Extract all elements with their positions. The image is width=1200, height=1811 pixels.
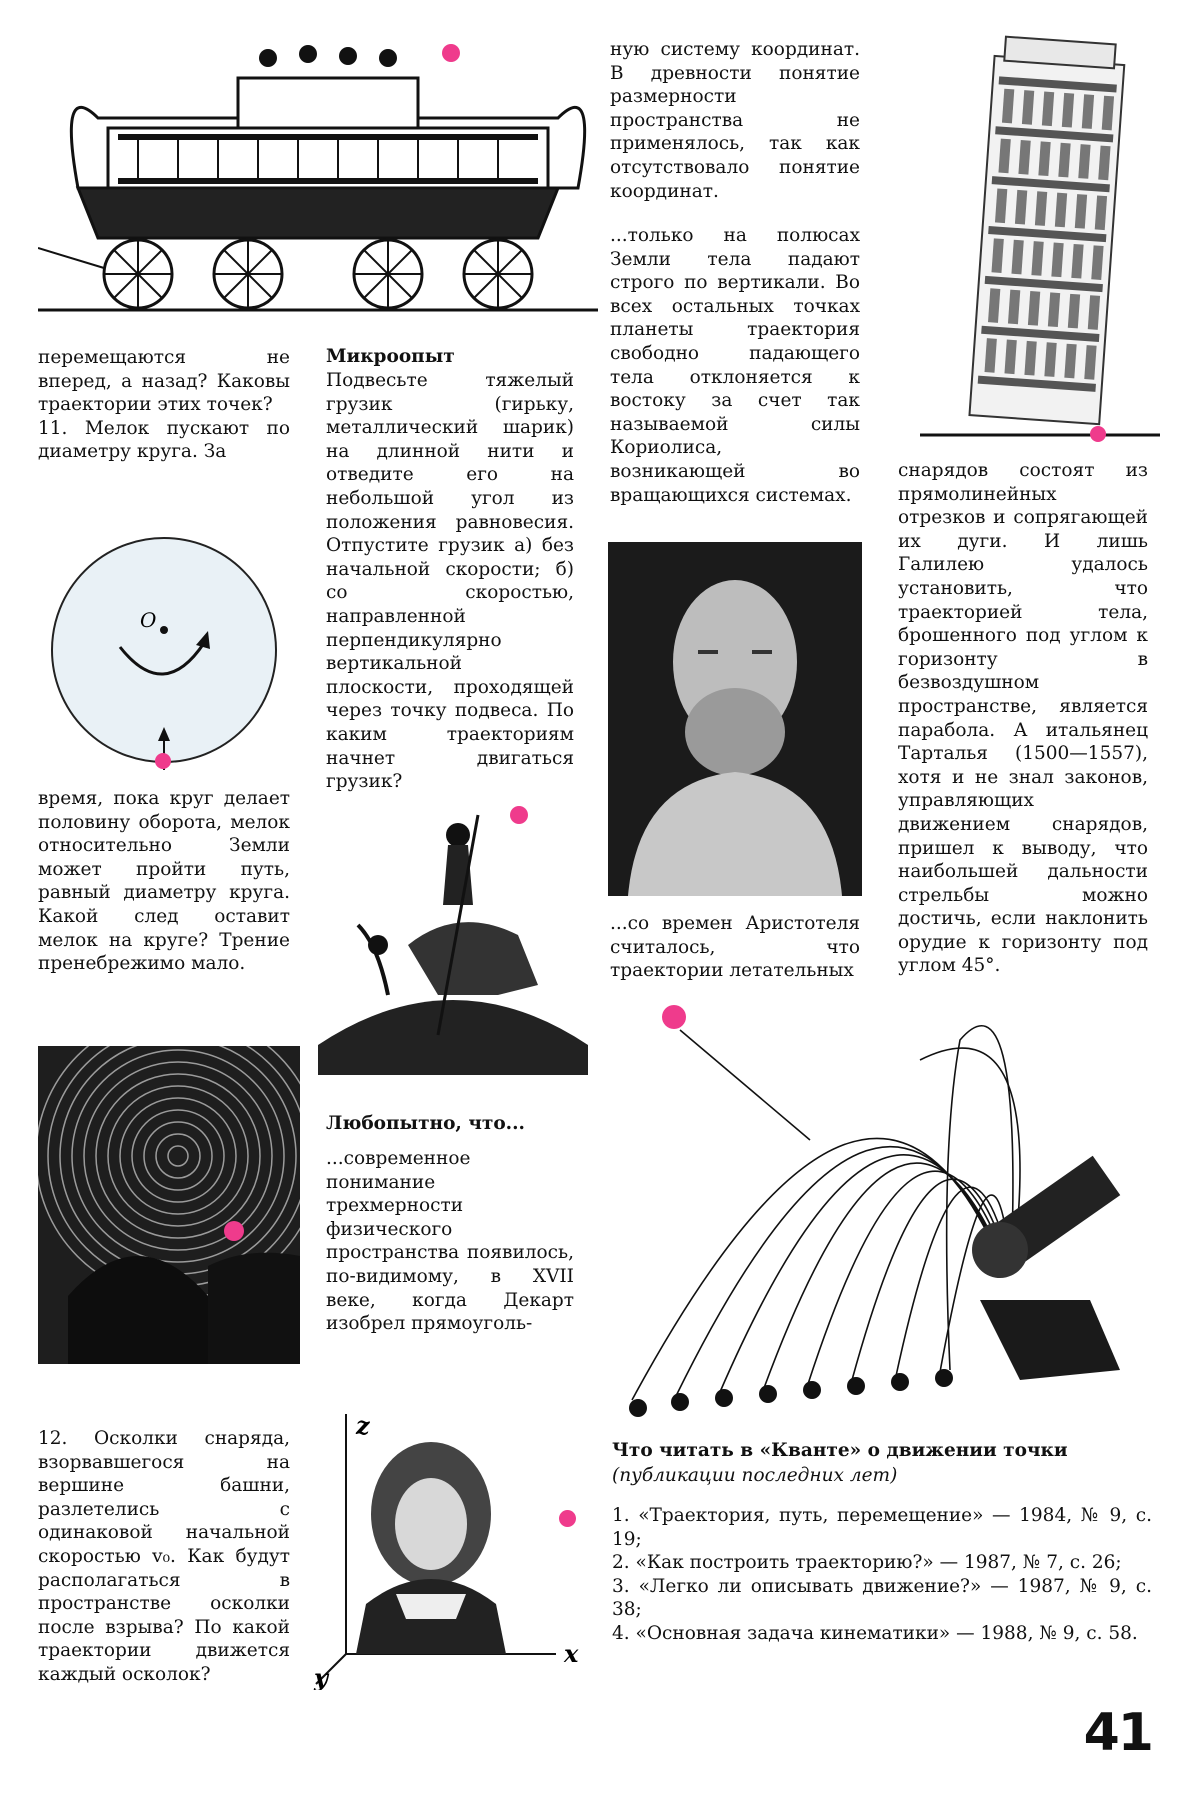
- page-number: 41: [1083, 1703, 1152, 1763]
- col1-paragraph-1: перемещаются не вперед, а назад? Каковы траектории этих точек? 11. Мелок пускают по диаметру круга. За: [38, 347, 290, 463]
- leaning-tower-illustration: [920, 30, 1160, 440]
- col3-continuation: ную систему координат. В древности понятие размерности пространства не применялось, так как отсутствовало понятие координат.: [610, 39, 860, 202]
- col3-aristotle: ...со времен Аристотеля считалось, что траектории летательных: [610, 913, 860, 982]
- accent-dot: [442, 44, 460, 62]
- aristotle-bust-photo: [608, 542, 862, 896]
- axis-label-z: z: [356, 1411, 370, 1440]
- carriage-illustration: [38, 38, 598, 318]
- descartes-coordinate-illustration: [306, 1404, 596, 1690]
- accent-dot: [155, 753, 171, 769]
- horse-rider-illustration: [318, 795, 588, 1075]
- microexperiment-title: Микроопыт: [326, 346, 455, 367]
- col3-poles: ...только на полюсах Земли тела падают строго по вертикали. Во всех остальных точках планеты траектория свободно падающего тела отклоняется к востоку за счет так называемой силы Кориолиса, возникающей во вращающихся системах.: [610, 225, 860, 506]
- col4-continuation: снарядов состоят из прямолинейных отрезков и сопрягающей их дуги. И лишь Галилею удалось установить, что траекторией тела, брошенного под углом к горизонту в безвоздушном пространстве, является парабола. А итальянец Тарталья (1500—1557), хотя и не знал законов, управляющих движением снарядов, пришел к выводу, что наибольшей дальности стрельбы можно достичь, если наклонить орудие к горизонту под углом 45°.: [898, 460, 1148, 977]
- tartaglia-trajectories-illustration: [620, 1000, 1160, 1420]
- list-item: 4. «Основная задача кинематики» — 1988, № 9, с. 58.: [612, 1622, 1138, 1644]
- accent-dot: [559, 1510, 576, 1527]
- star-trails-photo: [38, 1046, 300, 1364]
- microexperiment-text: Подвесьте тяжелый грузик (гирьку, металлический шарик) на длинной нити и отведите его на небольшой угол из положения равновесия. Отпустите грузик а) без начальной скорости; б) со скоростью, направленной перпендикулярно вертикальной плоскости, проходящей через точку подвеса. По каким траекториям начнет двигаться грузик?: [326, 370, 574, 793]
- curious-title: Любопытно, что...: [326, 1113, 525, 1134]
- list-item: 1. «Траектория, путь, перемещение» — 1984, № 9, с. 19;: [612, 1505, 1152, 1550]
- question-12: 12. Осколки снаряда, взорвавшегося на вершине башни, разлетелись с одинаковой начальной скоростью v₀. Как будут располагаться в пространстве осколки после взрыва? По какой траектории движется каждый осколок?: [38, 1428, 290, 1685]
- accent-dot: [510, 806, 528, 824]
- question-11: 11. Мелок пускают по диаметру круга. За: [38, 417, 290, 463]
- reading-list-subtitle: (публикации последних лет): [612, 1465, 898, 1486]
- col1-paragraph-2: время, пока круг делает половину оборота, мелок относительно Земли может пройти путь, равный диаметру круга. Какой след оставит мелок на круге? Трение пренебрежимо мало.: [38, 788, 290, 975]
- reading-list: [612, 1504, 1152, 1646]
- curious-text: ...современное понимание трехмерности физического пространства появилось, по-видимому, в XVII веке, когда Декарт изобрел прямоуголь-: [326, 1148, 574, 1335]
- axis-label-x: x: [564, 1639, 579, 1668]
- reading-list-title: Что читать в «Кванте» о движении точки: [612, 1440, 1068, 1461]
- circle-center-label: O: [140, 608, 157, 632]
- list-item: 3. «Легко ли описывать движение?» — 1987, № 9, с. 38;: [612, 1575, 1152, 1621]
- circle-diagram: [44, 535, 284, 775]
- axis-label-y: y: [314, 1663, 328, 1690]
- accent-dot: [662, 1005, 686, 1029]
- accent-dot: [224, 1221, 244, 1241]
- list-item: 2. «Как построить траекторию?» — 1987, № 7, с. 26;: [612, 1552, 1122, 1574]
- accent-dot: [1090, 426, 1106, 442]
